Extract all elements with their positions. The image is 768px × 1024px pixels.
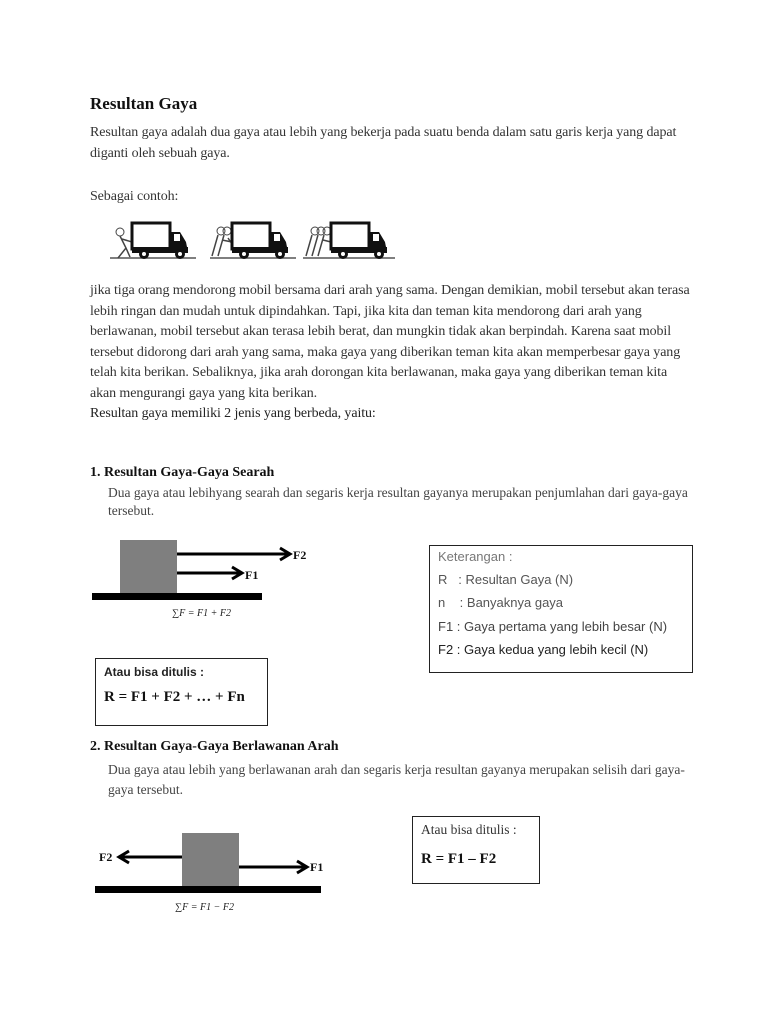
explanation-paragraph xyxy=(90,281,690,425)
alt-formula-box-2 xyxy=(412,816,540,884)
f1-label: F1 xyxy=(310,860,324,874)
intro-paragraph: Resultan gaya adalah dua gaya atau lebih yang bekerja pada suatu benda dalam satu garis kerja yang dapat diganti oleh sebuah gaya. xyxy=(90,125,677,161)
page-title: Resultan Gaya xyxy=(90,94,198,113)
types-intro-text: Resultan gaya memiliki 2 jenis yang berbeda, yaitu: xyxy=(90,406,376,421)
alt-formula-equation: R = F1 – F2 xyxy=(421,851,497,867)
explanation-text: jika tiga orang mendorong mobil bersama dari arah yang sama. Dengan demikian, mobil tersebut akan terasa lebih ringan dan mudah untuk dipindahkan. Tapi, jika kita dan teman kita mendorong dari arah yang berlawanan, mobil tersebut akan terasa lebih berat, dan mungkin tidak akan berpindah. Karena saat mobil tersebut didorong dari arah yang sama, maka gaya yang diberikan teman kita akan memperbesar gaya yang telah kita berikan. Sebaliknya, jika arah dorongan kita berlawanan, maka gaya yang diberikan teman kita akan mengurangi gaya yang kita berikan. xyxy=(90,283,690,401)
example-label: Sebagai contoh: xyxy=(90,189,179,204)
keterangan-title: Keterangan : xyxy=(438,549,513,564)
alt-formula-caption: Atau bisa ditulis : xyxy=(421,822,517,837)
keterangan-item: F2 : Gaya kedua yang lebih kecil (N) xyxy=(438,642,649,657)
same-direction-force-diagram xyxy=(90,535,320,635)
truck-panel-2 xyxy=(210,223,296,259)
keterangan-item: n : Banyaknya gaya xyxy=(438,595,564,610)
opposite-direction-force-diagram xyxy=(95,828,335,928)
sum-formula: ∑F = F1 + F2 xyxy=(172,608,231,619)
alt-formula-box-1 xyxy=(95,658,268,726)
ground-line xyxy=(92,593,262,600)
section2-heading: 2. Resultan Gaya-Gaya Berlawanan Arah xyxy=(90,739,339,754)
keterangan-item: R : Resultan Gaya (N) xyxy=(438,572,574,587)
section2-description: Dua gaya atau lebih yang berlawanan arah dan segaris kerja resultan gayanya merupakan selisih dari gaya-gaya tersebut. xyxy=(108,762,685,797)
f2-label: F2 xyxy=(293,548,307,562)
f1-label: F1 xyxy=(245,568,259,582)
alt-formula-equation: R = F1 + F2 + … + Fn xyxy=(104,689,245,705)
difference-formula: ∑F = F1 − F2 xyxy=(175,902,234,913)
truck-panel-3 xyxy=(303,223,395,259)
section1-description: Dua gaya atau lebihyang searah dan segaris kerja resultan gayanya merupakan penjumlahan dari gaya-gaya tersebut. xyxy=(108,485,688,518)
section1-heading: 1. Resultan Gaya-Gaya Searah xyxy=(90,465,275,480)
truck-panel-1 xyxy=(110,223,196,259)
keterangan-item: F1 : Gaya pertama yang lebih besar (N) xyxy=(438,619,668,634)
keterangan-box xyxy=(429,545,693,673)
ground-line xyxy=(95,886,321,893)
f2-label: F2 xyxy=(99,850,113,864)
trucks-pushed-illustration xyxy=(108,218,398,264)
block-icon xyxy=(120,540,177,595)
block-icon xyxy=(182,833,239,888)
alt-formula-caption: Atau bisa ditulis : xyxy=(104,665,205,679)
